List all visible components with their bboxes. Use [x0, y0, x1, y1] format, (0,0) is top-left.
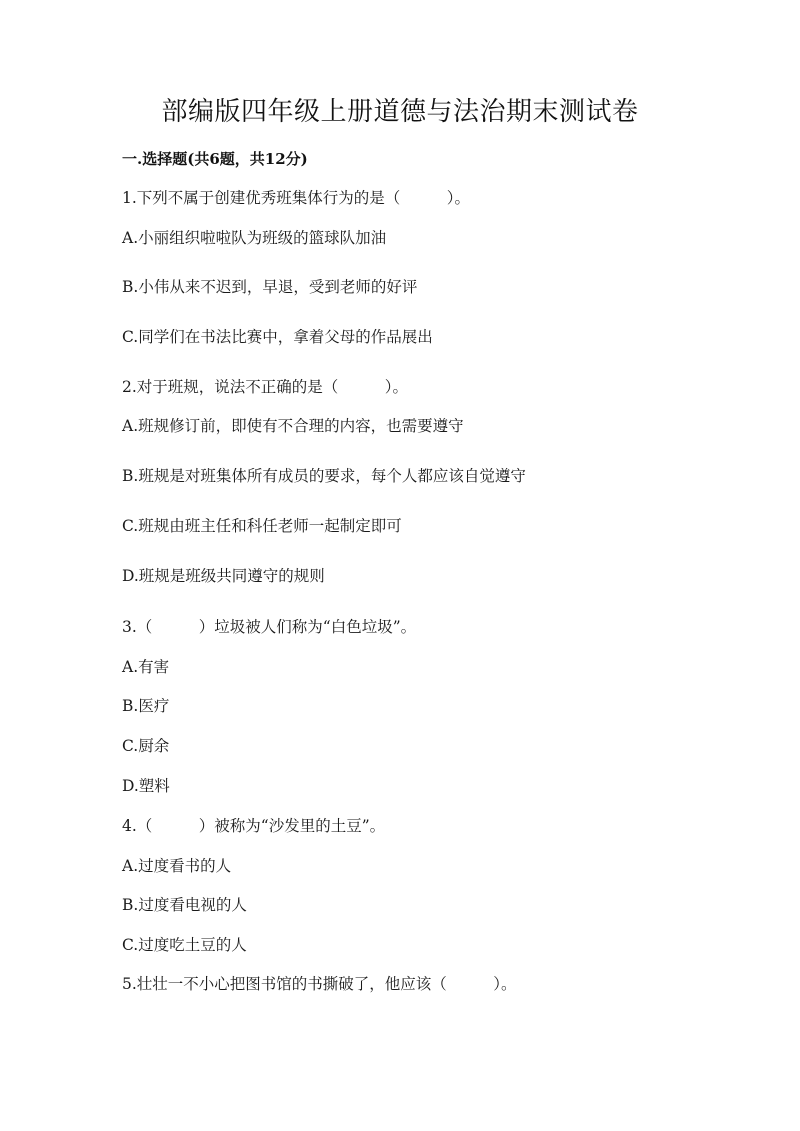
question-2-option-c: C.班规由班主任和科任老师一起制定即可 [122, 517, 402, 535]
question-4-option-a: A.过度看书的人 [122, 857, 232, 875]
section-heading: 一.选择题(共6题，共12分) [122, 150, 308, 168]
question-4-option-b: B.过度看电视的人 [122, 896, 247, 914]
question-1-option-a: A.小丽组织啦啦队为班级的篮球队加油 [122, 229, 387, 247]
question-1-option-b: B.小伟从来不迟到，早退，受到老师的好评 [122, 278, 418, 296]
page-title: 部编版四年级上册道德与法治期末测试卷 [161, 97, 639, 127]
question-3-option-a: A.有害 [122, 658, 170, 676]
question-4-option-c: C.过度吃土豆的人 [122, 936, 247, 954]
question-3-option-b: B.医疗 [122, 697, 170, 715]
question-2-option-b: B.班规是对班集体所有成员的要求，每个人都应该自觉遵守 [122, 467, 526, 485]
question-2-option-d: D.班规是班级共同遵守的规则 [122, 567, 325, 585]
question-3-option-d: D.塑料 [122, 777, 170, 795]
question-1-option-c: C.同学们在书法比赛中，拿着父母的作品展出 [122, 328, 433, 346]
question-3-stem: 3.（ ）垃圾被人们称为“白色垃圾”。 [122, 618, 417, 636]
question-5-stem: 5.壮壮一不小心把图书馆的书撕破了，他应该（ ）。 [122, 975, 517, 993]
question-3-option-c: C.厨余 [122, 737, 170, 755]
question-1-stem: 1.下列不属于创建优秀班集体行为的是（ ）。 [122, 189, 471, 207]
question-2-option-a: A.班规修订前，即使有不合理的内容，也需要遵守 [122, 417, 464, 435]
question-2-stem: 2.对于班规，说法不正确的是（ ）。 [122, 378, 409, 396]
question-4-stem: 4.（ ）被称为“沙发里的土豆”。 [122, 817, 386, 835]
